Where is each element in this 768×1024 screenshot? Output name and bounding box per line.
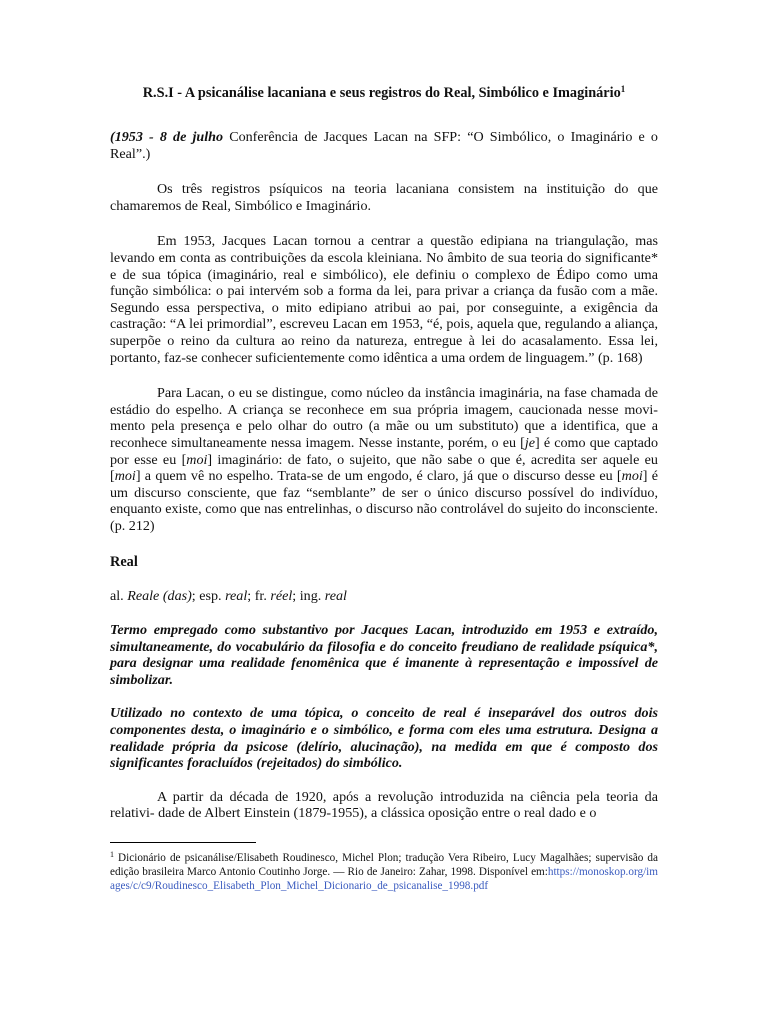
lang-value-ing: real: [324, 588, 347, 605]
lang-value-esp: real: [225, 588, 248, 605]
mirror-text-d: ] a quem vê no espelho. Trata-se de um engodo, é claro, já que o discurso desse eu [: [135, 468, 622, 485]
document-body: [110, 84, 658, 822]
intro-paragraph: [110, 129, 658, 162]
footnote-link[interactable]: https://monoskop.org/images/c/c9/Roudinesco_Elisabeth_Plon_Michel_Dicionario_de_psicanalise_1998.pdf: [110, 866, 658, 892]
footnote-text: Dicionário de psicanálise/Elisabeth Roudinesco, Michel Plon; tradução Vera Ribeiro, Lucy Magalhães; supervisão da edição brasileira Marco Antonio Coutinho Jorge. — Rio de Janeiro: Zahar, 1998. Disponível em:: [110, 852, 658, 878]
lang-label-esp: ; esp.: [191, 588, 226, 605]
paragraph-registers: Os três registros psíquicos na teoria lacaniana consistem na instituição do que chamaremos de Real, Simbólico e Imaginário.: [110, 181, 658, 214]
real-definition-2: Utilizado no contexto de uma tópica, o conceito de real é inseparável dos outros dois componentes desta, o imaginário e o simbólico, e forma com eles uma estrutura. Designa a realidade própria da psicose (delírio, alucinação), na medida em que é composto dos significantes foracluídos (rejeitados) do simbólico.: [110, 705, 658, 772]
lang-label-ing: ; ing.: [292, 588, 325, 605]
intro-date: (1953 - 8 de julho: [110, 129, 224, 145]
lang-label-fr: ; fr.: [247, 588, 271, 605]
mirror-text-a: Para Lacan, o eu se distingue, como núcleo da instância imaginária, na fase chamada de estádio do espelho. A criança se reconhece em sua própria imagem, caucionada nesse movi- mento pela presença e pelo olhar do outro (a mãe ou um substituto) que a identifica, que a reconhece simultaneamente nessa imagem. Nesse instante, porém, o eu [: [110, 385, 658, 451]
document-title: [110, 84, 658, 102]
real-definition-1: Termo empregado como substantivo por Jacques Lacan, introduzido em 1953 e extraído, simultaneamente, do vocabulário da filosofia e do conceito freudiano de realidade psíquica*, para designar uma realidade fenomênica que é imanente à representação e impossível de simbolizar.: [110, 622, 658, 688]
footnote: [110, 848, 658, 893]
section-heading-real: Real: [110, 554, 138, 571]
paragraph-mirror-stage: [110, 385, 658, 534]
paragraph-oedipus: Em 1953, Jacques Lacan tornou a centrar a questão edipiana na triangulação, mas levando em conta as contribuições da escola kleiniana. No âmbito de sua teoria do significante* e de sua tópica (imaginário, real e simbólico), ele definiu o complexo de Édipo como uma função simbólica: o pai intervém sob a forma da lei, para privar a criança da fusão com a mãe. Segundo essa perspectiva, o mito edipiano atribui ao pai, por conseguinte, a exigência da castração: “A lei primordial”, escreveu Lacan em 1953, “é, pois, aquela que, regulando a aliança, superpõe o reino da cultura ao reino da natureza, entregue à lei do acasalamento. Essa lei, portanto, faz-se conhecer suficientemente como idêntica a uma ordem de linguagem.” (p. 168): [110, 233, 658, 366]
term-moi: moi: [186, 451, 208, 468]
lang-value-al: Reale (das): [127, 588, 192, 605]
mirror-text-b: ] é como que captado por esse eu [: [110, 434, 658, 468]
term-moi: moi: [114, 468, 136, 485]
lang-label-al: al.: [110, 588, 128, 605]
footnote-number: 1: [110, 850, 114, 859]
title-footnote-ref[interactable]: 1: [620, 84, 626, 94]
paragraph-relativity: A partir da década de 1920, após a revolução introduzida na ciência pela teoria da relativi- dade de Albert Einstein (1879-1955), a clássica oposição entre o real dado e o: [110, 788, 658, 822]
intro-text: Conferência de Jacques Lacan na SFP: “O Simbólico, o Imaginário e o Real”.): [110, 129, 658, 162]
term-je: je: [524, 434, 536, 451]
term-moi: moi: [621, 468, 643, 485]
mirror-text-c: ] imaginário: de fato, o sujeito, que não sabe o que é, acredita ser aquele eu [: [110, 451, 658, 485]
real-translations: [110, 588, 658, 605]
footnote-separator: [110, 842, 256, 843]
lang-value-fr: réel: [270, 588, 293, 605]
mirror-text-e: ] é um discurso consciente, que faz “semblante” de ser o único discurso possível do indivíduo, enquanto existe, como que nas entrelinhas, o discurso não controlável do sujeito do inconsciente. (p. 212): [110, 468, 658, 534]
title-text: R.S.I - A psicanálise lacaniana e seus registros do Real, Simbólico e Imaginário: [142, 85, 621, 101]
